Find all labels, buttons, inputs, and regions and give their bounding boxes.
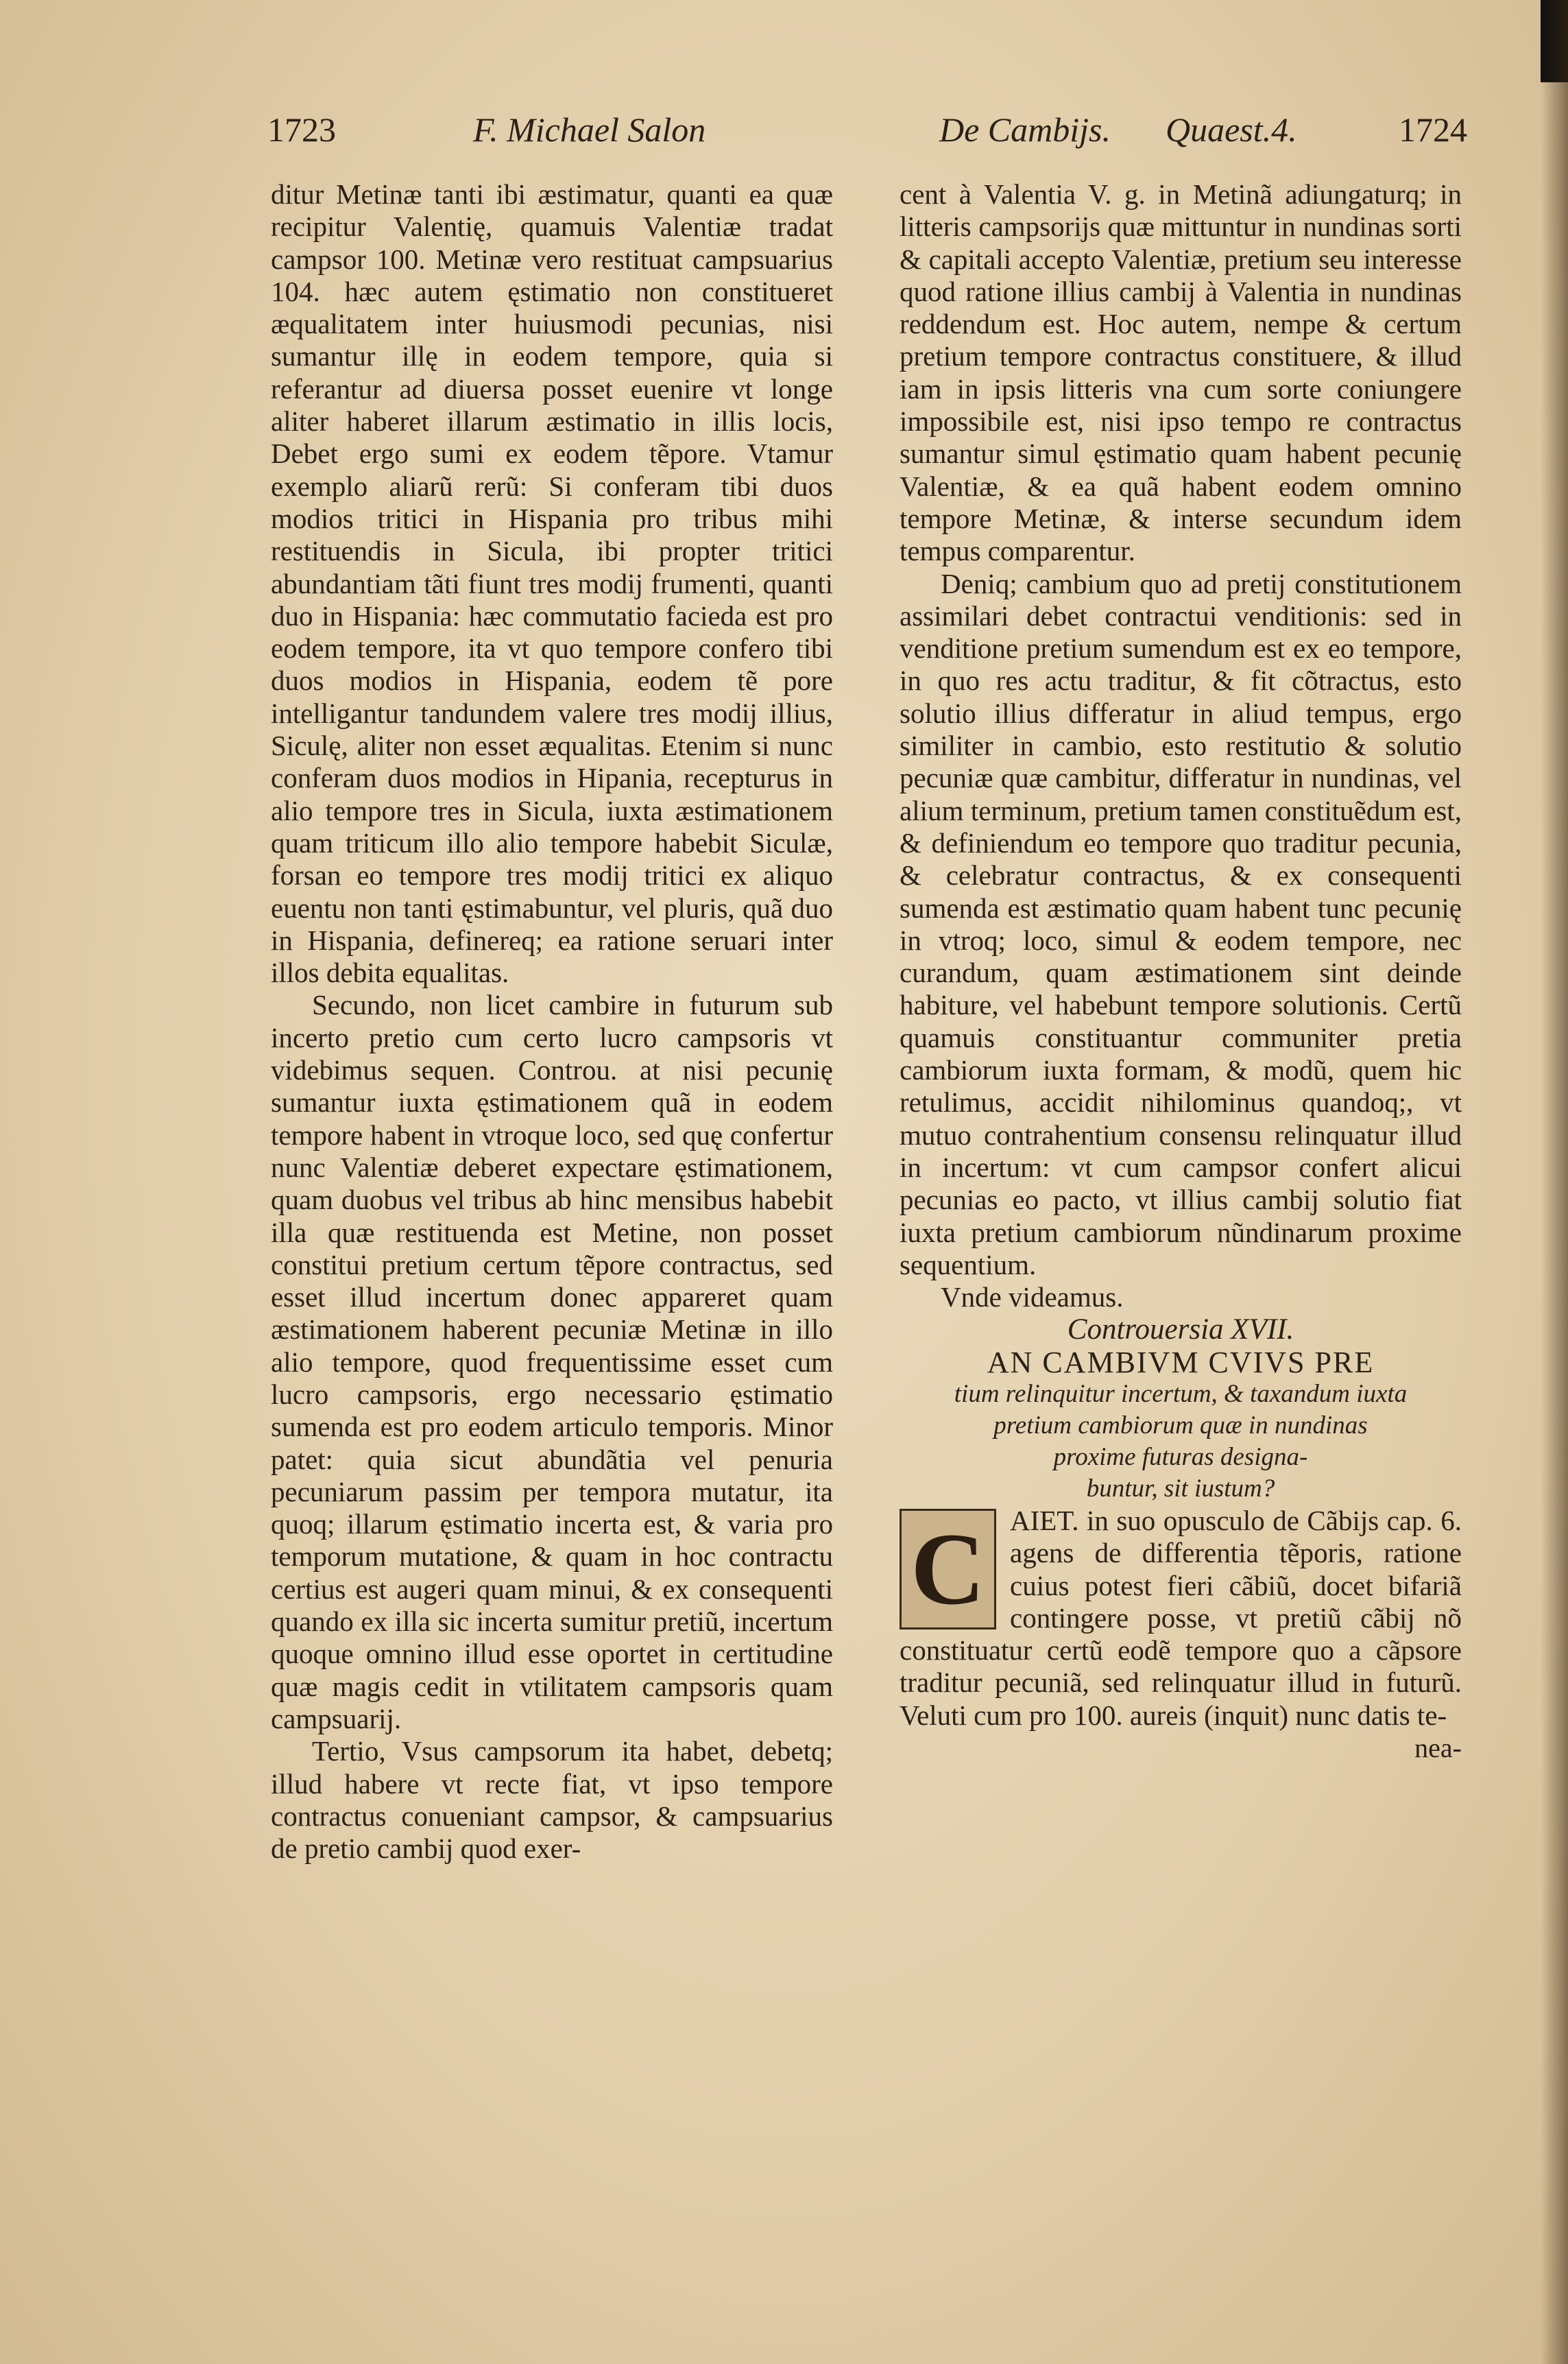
right-paragraph-3: Vnde videamus. xyxy=(941,1281,1124,1313)
left-paragraph-1: ditur Metinæ tanti ibi æstimatur, quanti ea quæ recipitur Valentię, quamuis Valentiæ tradat campsor 100. Metinæ vero restituat campsuarius 104. hæc autem ęstimatio non constitueret æqualitatem inter huiusmodi pecunias, nisi sumantur illę in eodem tempore, quia si referantur ad diuersa posset euenire vt longe aliter haberet illarum æstimatio in illis locis, Debet ergo sumi ex eodem tẽpore. Vtamur exemplo aliarũ rerũ: Si conferam tibi duos modios tritici in Hispania pro tribus mihi restituendis in Sicula, ibi propter tritici abundantiam tãti fiunt tres modij frumenti, quanti duo in Hispania: hæc commutatio facieda est pro eodem tempore, ita vt quo tempore confero tibi duos modios in Hispania, eodem tẽ pore intelligantur tandundem valere tres modij illius, Siculę, aliter non esset æqualitas. Etenim si nunc conferam duos modios in Hipania, recepturus in alio tempore tres in Sicula, iuxta æstimationem quam triticum illo alio tempore habebit Siculæ, forsan eo tempore tres modij tritici ex aliquo euentu non tanti ęstimabuntur, vel pluris, quã duo in Hispania, definereq; ea ratione seruari inter illos debita equalitas. xyxy=(271,178,833,989)
question-subtitle-line: buntur, sit iustum? xyxy=(1086,1474,1275,1503)
right-question-label: Quaest.4. xyxy=(1166,110,1297,149)
right-paragraph-1: cent à Valentia V. g. in Metinã adiungaturq; in litteris campsorijs quæ mittuntur in nundinas sorti & capitali accepto Valentiæ, pretium seu interesse quod ratione illius cambij à Valentia in nundinas reddendum est. Hoc autem, nempe & certum pretium tempore contractus constituere, & illud iam in ipsis litteris vna cum sorte coniungere impossibile est, nisi ipso tempo re contractus sumantur simul ęstimatio quam habent pecunię Valentiæ, & ea quã habent eodem omnino tempore Metinæ, & interse secundum idem tempus comparentur. xyxy=(900,178,1462,567)
binding-edge xyxy=(1541,0,1568,82)
decorated-initial: C xyxy=(900,1509,996,1629)
question-subtitle-line: pretium cambiorum quæ in nundinas xyxy=(993,1411,1368,1440)
catchword: nea- xyxy=(1414,1732,1462,1764)
left-page-number: 1723 xyxy=(267,110,336,149)
final-paragraph: AIET. in suo opusculo de Cãbijs cap. 6. agens de differentia tẽporis, ratione cuius potest fieri cãbiũ, docet bifariã contingere posse, vt pretiũ cãbij nõ constituatur certũ eodẽ tempore quo a cãpsore traditur pecuniã, sed relinquatur illud in futurũ. Veluti cum pro 100. aureis (inquit) nunc datis te- xyxy=(900,1504,1462,1731)
controversy-heading: Controuersia XVII. xyxy=(1067,1313,1294,1346)
right-page-number: 1724 xyxy=(1399,110,1467,149)
running-head xyxy=(267,110,1467,165)
right-text-column xyxy=(900,178,1462,1764)
question-title: AN CAMBIVM CVIVS PRE xyxy=(987,1345,1375,1379)
question-subtitle-line: tium relinquitur incertum, & taxandum iuxta xyxy=(954,1379,1408,1408)
left-paragraph-3: Tertio, Vsus campsorum ita habet, debetq; illud habere vt recte fiat, vt ipso tempore contractus conueniant campsor, & campsuarius de pretio cambij quod exer- xyxy=(271,1735,833,1865)
left-paragraph-2: Secundo, non licet cambire in futurum sub incerto pretio cum certo lucro campsoris vt videbimus sequen. Controu. at nisi pecunię sumantur iuxta ęstimationem quã in eodem tempore habent in vtroque loco, sed quę confertur nunc Valentiæ deberet expectare ęstimationem, quam duobus vel tribus ab hinc mensibus habebit illa quæ restituenda est Metine, non posset constitui pretium certum tẽpore contractus, sed esset illud incertum donec appareret quam æstimationem haberent pecuniæ Metinæ in illo alio tempore, quod frequentissime esset cum lucro campsoris, ergo necessario ęstimatio sumenda est pro eodem articulo temporis. Minor patet: quia sicut abundãtia vel penuria pecuniarum passim per tempora mutatur, ita quoq; illarum ęstimatio incerta est, & varia pro temporum mutatione, & quam in hoc contractu certius est augeri quam minui, & ex consequenti quando ex illa sic incerta sumitur pretiũ, incertum quoque omnino illud esse oportet in certitudine quæ magis cedit in vtilitatem campsoris quam campsuarij. xyxy=(271,989,833,1734)
right-paragraph-2: Deniq; cambium quo ad pretij constitutionem assimilari debet contractui venditionis: sed in venditione pretium sumendum est ex eo tempore, in quo res actu traditur, & fit cõtractus, esto solutio illius differatur in aliud tempus, ergo similiter in cambio, esto restitutio & solutio pecuniæ quæ cambitur, differatur in nundinas, vel alium terminum, pretium tamen constituẽdum est, & definiendum eo tempore quo traditur pecunia, & celebratur contractus, & ex consequenti sumenda est æstimatio quam habent tunc pecunię in vtroq; loco, simul & eodem tempore, nec curandum, quam æstimationem sint deinde habiture, vel habebunt tempore solutionis. Certũ quamuis constituantur communiter pretia cambiorum iuxta formam, & modũ, quem hic retulimus, accidit nihilominus quandoq;, vt mutuo contrahentium consensu relinquatur illud in incertum: vt cum campsor confert alicui pecunias eo pacto, vt illius cambij solutio fiat iuxta pretium cambiorum nũndinarum proxime sequentium. xyxy=(900,567,1462,1280)
question-subtitle-line: proxime futuras designa- xyxy=(1053,1442,1308,1471)
left-text-column xyxy=(271,178,833,1865)
right-running-title: De Cambijs. xyxy=(939,110,1111,149)
left-running-title: F. Michael Salon xyxy=(473,110,706,149)
